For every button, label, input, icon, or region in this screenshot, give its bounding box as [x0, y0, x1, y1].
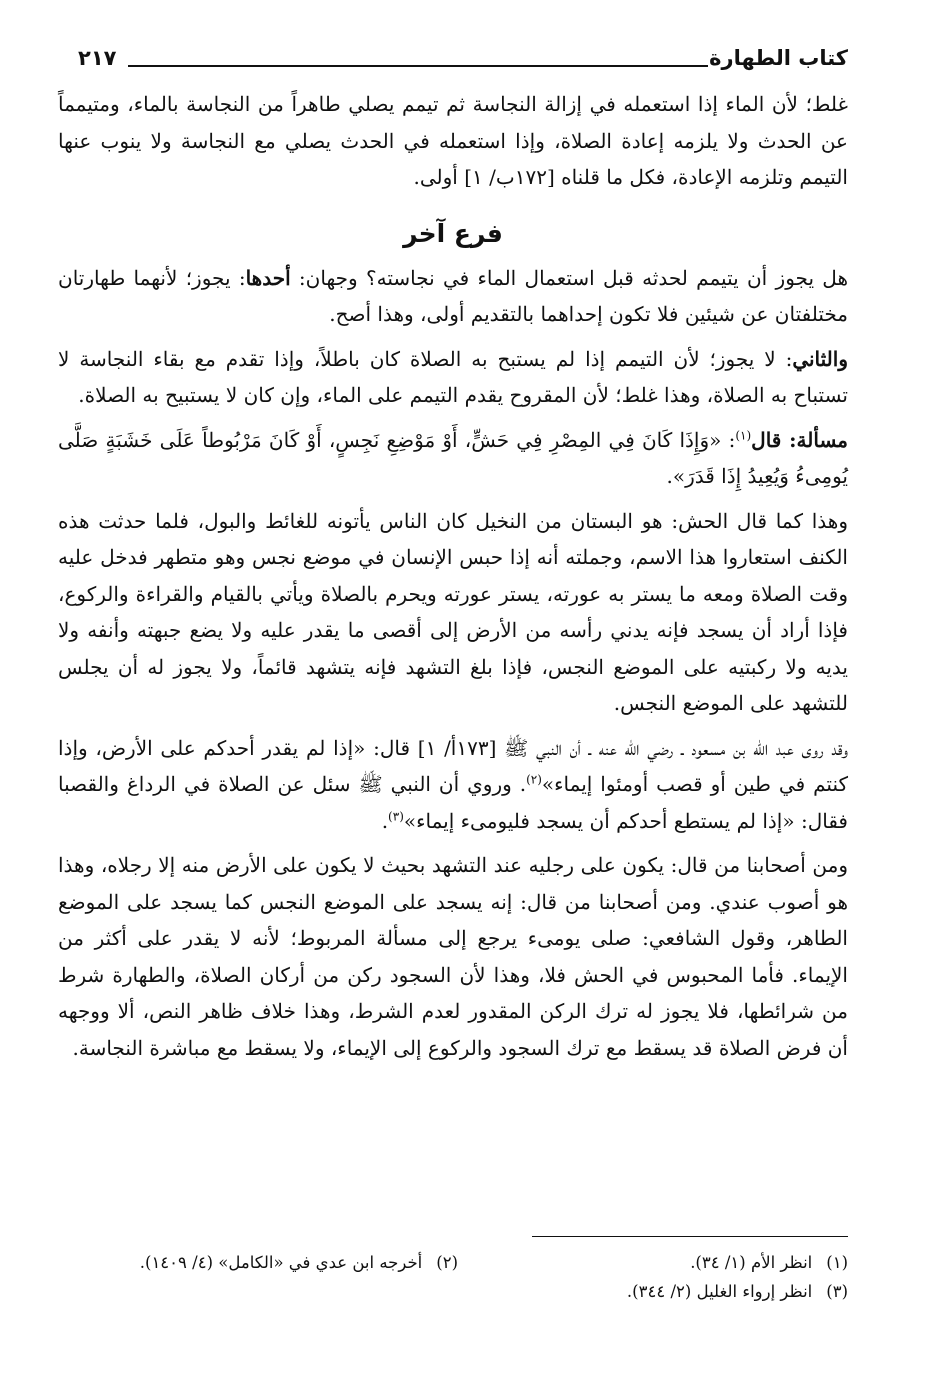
footnote-3-number: (٣)	[826, 1282, 848, 1301]
paragraph-6-text-b: . وروي أن النبي ﷺ سئل عن الصلاة في الرداغ والقصبا فقال: «إذا لم يستطع أحدكم أن يسجد فليومىء إيماء»	[58, 772, 848, 833]
page-header	[58, 38, 848, 78]
paragraph-3	[58, 341, 848, 414]
book-page	[58, 38, 849, 1301]
running-title: كتاب الطهارة	[709, 46, 848, 70]
masala-label: مسألة: قال	[751, 427, 848, 452]
footnote-2-number: (٢)	[436, 1253, 458, 1272]
paragraph-1: غلط؛ لأن الماء إذا استعمله في إزالة النجاسة ثم تيمم يصلي طاهراً من النجاسة بالماء، ومتيمماً عن الحدث ولا يلزمه إعادة الصلاة، وإذا استعمله في الحدث يصلي مع النجاسة ولا ينوب عنها التيمم وتلزمه الإعادة، فكل ما قلناه [١٧٢ب/ ١] أولى.	[58, 92, 848, 189]
main-text	[58, 86, 848, 1066]
footnote-row-2	[58, 1277, 848, 1306]
footnote-row-1	[58, 1248, 848, 1277]
footnote-1-number: (١)	[826, 1253, 848, 1272]
footnote-2-text: أخرجه ابن عدي في «الكامل» (٤/ ١٤٠٩).	[139, 1253, 423, 1272]
paragraph-6-text-a: وقد روى عبد الله بن مسعود ـ رضي الله عنه ـ أن النبي ﷺ [١٧٣أ/ ١] قال: «إذا لم يقدر أحدكم على الأرض، وإذا كنتم في طين أو قصب أومئوا إيماء»	[58, 735, 849, 796]
footnote-3	[627, 1277, 848, 1306]
paragraph-6	[58, 730, 848, 840]
paragraph-6-text-c: .	[381, 808, 389, 833]
footnote-3-text: انظر إرواء الغليل (٢/ ٣٤٤).	[626, 1282, 813, 1301]
paragraph-2-text-a: هل يجوز أن يتيمم لحدثه قبل استعمال الماء في نجاسته؟ وجهان:	[290, 265, 849, 290]
paragraph-2-text-b: : يجوز؛ لأنهما طهارتان مختلفتان عن شيئين فلا تكون إحداهما بالتقديم أولى، وهذا أصح.	[58, 265, 848, 326]
footnote-rule	[532, 1236, 848, 1237]
header-rule	[128, 65, 708, 67]
paragraph-3-text: : لا يجوز؛ لأن التيمم إذا لم يستبح به الصلاة كان باطلاً، وإذا تقدم مع بقاء النجاسة لا تستباح به الصلاة، وهذا غلط؛ لأن المقروح يقدم التيمم على الماء، وإن كان لا يستبيح به الصلاة.	[58, 346, 848, 407]
paragraph-2	[58, 260, 848, 333]
quoted-text: : «وَإِذَا كَانَ فِي المِصْرِ فِي حَشٍّ، أَوْ مَوْضِعِ نَجِسٍ، أَوْ كَانَ مَرْبُوطاً عَلَى خَشَبَةٍ صَلَّى يُومِىءُ وَيُعِيدُ إِذَا قَدَرَ».	[58, 427, 848, 488]
footnote-ref-1: (١)	[735, 427, 752, 442]
footnote-ref-2: (٢)	[526, 772, 542, 787]
footnotes	[58, 1248, 848, 1306]
section-heading: فرع آخر	[403, 218, 503, 248]
page-number: ٢١٧	[78, 46, 117, 70]
paragraph-7: ومن أصحابنا من قال: يكون على رجليه عند التشهد بحيث لا يكون على الأرض منه إلا رجلاه، وهذا هو أصوب عندي. ومن أصحابنا من قال: إنه يسجد على الموضع النجس كما يسجد على الموضع الطاهر، وقول الشافعي: صلى يومىء يرجع إلى مسألة المربوط؛ لأنه لا يقدر على أكثر من الإيماء. فأما المحبوس في الحش فلا، وهذا لأن السجود ركن من أركان الصلاة، والطهارة شرط من شرائطها، فلا يجوز له ترك الركن المقدور لعدم الشرط، وهذا خلاف ظاهر النص، ألا ووجهه أن فرض الصلاة قد يسقط مع ترك السجود والركوع إلى الإيماء، ولا يسقط مع مباشرة النجاسة.	[58, 853, 848, 1060]
paragraph-5: وهذا كما قال الحش: هو البستان من النخيل كان الناس يأتونه للغائط والبول، فلما حدثت هذه الكنف استعاروا هذا الاسم، وجملته أنه إذا حبس الإنسان في موضع نجس وهو متطهر فدخل عليه وقت الصلاة ومعه ما يستر به عورته، يستر عورته ويحرم بالصلاة ويأتي بالقيام والقراءة والركوع، فإذا أراد أن يسجد فإنه يدني رأسه من الأرض إلى أقصى ما يقدر عليه ولا يضع جبهته وأنفه ولا يديه ولا ركبتيه على الموضع النجس، فإذا بلغ التشهد فإنه يتشهد قائماً، ولا يجوز له أن يجلس للتشهد على الموضع النجس.	[58, 508, 848, 715]
footnote-1-text: انظر الأم (١/ ٣٤).	[690, 1253, 813, 1272]
footnote-1	[458, 1248, 848, 1277]
paragraph-2-bold: أحدها	[245, 265, 291, 290]
footnote-ref-3: (٣)	[388, 808, 404, 823]
footnote-2	[140, 1248, 458, 1277]
paragraph-4	[58, 422, 848, 495]
paragraph-3-bold: والثاني	[792, 346, 848, 371]
